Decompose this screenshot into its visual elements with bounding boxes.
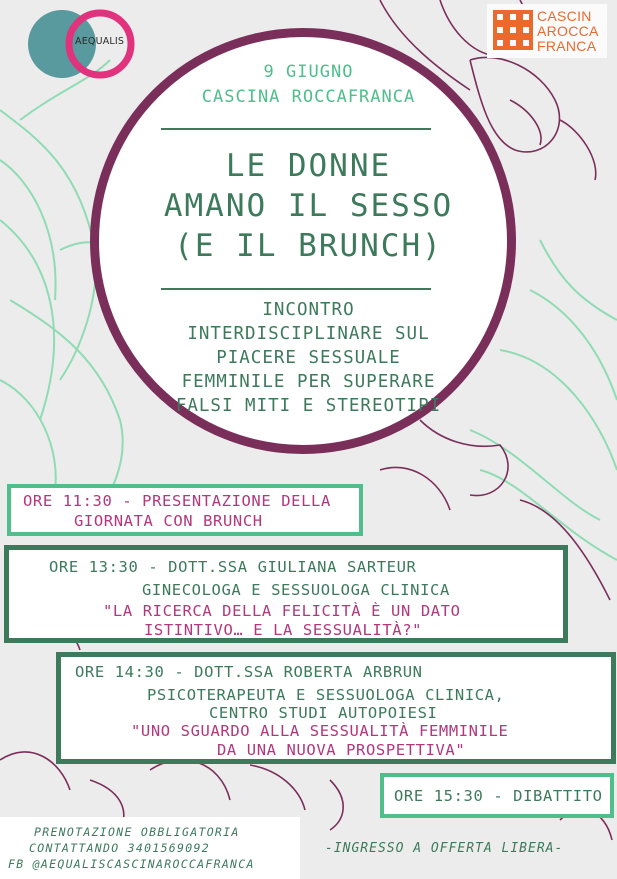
cascina-logo-line: FRANCA xyxy=(537,38,597,54)
event-subtitle xyxy=(0,298,617,418)
cascina-logo-line: AROCCA xyxy=(537,23,599,39)
event-venue: CASCINA ROCCAFRANCA xyxy=(201,87,416,107)
event-title xyxy=(0,146,617,266)
slot-line: ORE 14:30 - DOTT.SSA ROBERTA ARBRUN xyxy=(75,663,423,681)
slot-line: PSICOTERAPEUTA E SESSUOLOGA CLINICA, xyxy=(147,686,505,704)
event-date: 9 GIUGNO xyxy=(263,62,354,82)
slot-line: ORE 11:30 - PRESENTAZIONE DELLA xyxy=(23,492,331,510)
cascina-logo-text xyxy=(537,9,599,54)
slot-line: "LA RICERCA DELLA FELICITÀ È UN DATO xyxy=(103,602,461,620)
subtitle-line: FALSI MITI E STEREOTIPI xyxy=(175,396,442,416)
slot-line: CENTRO STUDI AUTOPOIESI xyxy=(209,704,438,722)
slot-line: ISTINTIVO… E LA SESSUALITÀ?" xyxy=(144,621,423,639)
program-slot-1330 xyxy=(4,545,568,643)
entry-info: -INGRESSO A OFFERTA LIBERA- xyxy=(325,841,564,856)
booking-line: PRENOTAZIONE OBBLIGATORIA xyxy=(34,825,240,839)
slot-line: DA UNA NUOVA PROSPETTIVA" xyxy=(217,741,466,759)
slot-line: ORE 13:30 - DOTT.SSA GIULIANA SARTEUR xyxy=(49,558,417,576)
subtitle-line: INTERDISCIPLINARE SUL xyxy=(187,324,430,344)
booking-info xyxy=(0,817,300,879)
aequalis-logo-text: AEQUALIS xyxy=(75,36,125,47)
program-slot-1530 xyxy=(380,773,614,818)
bottom-divider xyxy=(161,288,431,290)
title-line: AMANO IL SESSO xyxy=(163,188,454,224)
top-divider xyxy=(161,128,431,130)
slot-line: ORE 15:30 - DIBATTITO xyxy=(394,787,603,805)
program-slot-1430 xyxy=(56,652,616,764)
program-slot-1130 xyxy=(7,484,363,536)
subtitle-line: PIACERE SESSUALE xyxy=(216,348,401,368)
cascina-logo-grid-icon xyxy=(493,10,533,50)
slot-line: GINECOLOGA E SESSUOLOGA CLINICA xyxy=(142,581,450,599)
booking-line: CONTATTANDO 3401569092 xyxy=(29,841,210,855)
subtitle-line: FEMMINILE PER SUPERARE xyxy=(181,372,436,392)
booking-line: FB @AEQUALISCASCINAROCCAFRANCA xyxy=(8,857,255,871)
cascina-logo-line: CASCIN xyxy=(537,8,592,24)
slot-line: GIORNATA CON BRUNCH xyxy=(74,512,263,530)
cascina-roccafranca-logo xyxy=(487,4,607,58)
title-line: LE DONNE xyxy=(225,148,392,184)
subtitle-line: INCONTRO xyxy=(262,300,355,320)
slot-line: "UNO SGUARDO ALLA SESSUALITÀ FEMMINILE xyxy=(131,722,509,740)
title-line: (E IL BRUNCH) xyxy=(174,228,443,264)
